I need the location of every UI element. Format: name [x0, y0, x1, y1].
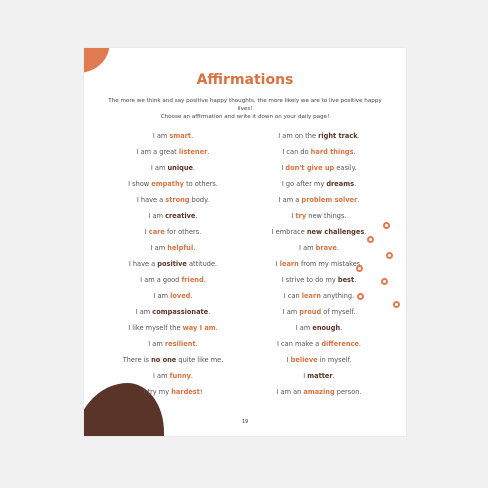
- affirmation-line: [244, 128, 394, 144]
- affirmation-text: I have a: [136, 196, 166, 204]
- affirmation-keyword: don't give up: [285, 164, 335, 172]
- affirmation-text: I am: [148, 212, 166, 220]
- affirmation-text: of myself.: [321, 308, 356, 316]
- affirmation-line: [244, 192, 394, 208]
- affirmation-text: I am: [153, 292, 171, 300]
- affirmation-line: [244, 320, 394, 336]
- affirmation-line: [244, 208, 394, 224]
- affirmation-text: .: [336, 244, 339, 252]
- intro-text: [106, 97, 384, 121]
- affirmation-text: .: [190, 292, 193, 300]
- affirmation-text: .: [195, 212, 198, 220]
- affirmation-line: [98, 288, 248, 304]
- affirmation-line: [98, 208, 248, 224]
- affirmation-text: I am: [295, 324, 313, 332]
- affirmation-text: I: [303, 372, 308, 380]
- affirmation-keyword: listener: [178, 148, 208, 156]
- affirmation-line: [244, 256, 394, 272]
- left-affirmation-column: [98, 128, 248, 400]
- affirmation-text: I am: [148, 340, 165, 348]
- affirmation-keyword: compassionate: [152, 308, 209, 316]
- affirmation-line: [244, 176, 394, 192]
- affirmation-keyword: amazing: [303, 388, 335, 396]
- affirmation-keyword: positive: [157, 260, 187, 268]
- affirmation-text: I am: [150, 244, 168, 252]
- affirmation-text: .: [207, 148, 210, 156]
- affirmation-text: .: [357, 132, 360, 140]
- affirmation-text: !: [199, 388, 203, 396]
- affirmation-text: I can make a: [276, 340, 322, 348]
- affirmation-line: [244, 272, 394, 288]
- affirmation-text: .: [193, 244, 196, 252]
- affirmation-keyword: dreams: [326, 180, 355, 188]
- affirmation-keyword: hard things: [310, 148, 354, 156]
- affirmation-keyword: best: [337, 276, 355, 284]
- affirmation-text: .: [208, 308, 211, 316]
- affirmation-keyword: way I am: [182, 324, 216, 332]
- affirmation-text: I am a great: [136, 148, 179, 156]
- affirmation-line: [98, 384, 248, 400]
- decorative-ring: [386, 252, 393, 259]
- affirmation-text: I can do: [282, 148, 311, 156]
- affirmation-text: I can: [283, 292, 302, 300]
- affirmation-line: [98, 352, 248, 368]
- right-affirmation-column: [244, 128, 394, 400]
- affirmation-line: [98, 224, 248, 240]
- page-number: 19: [241, 419, 249, 425]
- affirmation-keyword: enough: [312, 324, 341, 332]
- affirmation-text: I: [275, 260, 280, 268]
- affirmation-text: I am: [153, 372, 170, 380]
- affirmation-keyword: new challenges: [306, 228, 365, 236]
- affirmation-text: I am: [282, 308, 300, 316]
- decorative-ring: [356, 265, 363, 272]
- decorative-ring: [381, 278, 388, 285]
- affirmation-text: .: [190, 372, 193, 380]
- affirmation-keyword: matter: [307, 372, 333, 380]
- affirmation-text: new things.: [306, 212, 347, 220]
- affirmation-text: I am on the: [278, 132, 319, 140]
- affirmation-text: anything.: [320, 292, 355, 300]
- affirmation-line: [244, 288, 394, 304]
- affirmation-text: I: [281, 164, 286, 172]
- affirmation-keyword: creative: [165, 212, 196, 220]
- affirmation-text: .: [354, 180, 357, 188]
- affirmation-text: There is: [122, 356, 152, 364]
- affirmation-keyword: try: [295, 212, 307, 220]
- affirmation-text: I am a: [278, 196, 302, 204]
- affirmation-line: [98, 240, 248, 256]
- affirmation-keyword: learn: [279, 260, 299, 268]
- affirmation-line: [244, 144, 394, 160]
- affirmation-keyword: learn: [301, 292, 321, 300]
- affirmation-text: I: [291, 212, 296, 220]
- affirmation-keyword: helpful: [167, 244, 194, 252]
- affirmation-text: I like myself the: [128, 324, 183, 332]
- intro-line-2: Choose an affirmation and write it down on your daily page!: [160, 114, 330, 120]
- affirmation-line: [98, 160, 248, 176]
- affirmation-text: in myself.: [317, 356, 352, 364]
- affirmation-text: .: [353, 148, 356, 156]
- affirmation-line: [98, 128, 248, 144]
- affirmation-line: [98, 272, 248, 288]
- affirmation-line: [98, 256, 248, 272]
- affirmation-line: [98, 336, 248, 352]
- affirmation-keyword: smart: [169, 132, 192, 140]
- affirmation-text: person.: [334, 388, 362, 396]
- affirmation-keyword: brave: [315, 244, 337, 252]
- affirmation-line: [244, 336, 394, 352]
- decorative-ring: [393, 301, 400, 308]
- affirmation-text: easily.: [334, 164, 357, 172]
- affirmation-text: quite like me.: [176, 356, 224, 364]
- affirmation-text: body.: [189, 196, 210, 204]
- affirmation-line: [244, 384, 394, 400]
- affirmation-line: [244, 304, 394, 320]
- decorative-ring: [357, 293, 364, 300]
- affirmation-line: [98, 368, 248, 384]
- affirmation-keyword: empathy: [151, 180, 184, 188]
- affirmation-text: .: [364, 228, 367, 236]
- affirmation-keyword: resilient: [164, 340, 196, 348]
- affirmation-text: I try my: [143, 388, 172, 396]
- affirmation-line: [98, 320, 248, 336]
- affirmation-keyword: friend: [181, 276, 204, 284]
- affirmation-text: .: [195, 340, 198, 348]
- affirmation-text: I go after my: [281, 180, 327, 188]
- affirmation-text: I am a good: [140, 276, 182, 284]
- affirmation-keyword: difference: [321, 340, 359, 348]
- affirmation-text: I: [286, 356, 291, 364]
- affirmation-text: for others.: [164, 228, 202, 236]
- affirmation-text: to others.: [183, 180, 218, 188]
- affirmation-text: .: [191, 132, 194, 140]
- affirmation-keyword: believe: [290, 356, 318, 364]
- affirmation-text: I am: [135, 308, 153, 316]
- affirmation-text: .: [340, 324, 343, 332]
- affirmation-line: [98, 144, 248, 160]
- affirmation-text: .: [215, 324, 218, 332]
- affirmation-line: [98, 176, 248, 192]
- affirmation-keyword: care: [148, 228, 165, 236]
- affirmation-keyword: hardest: [171, 388, 200, 396]
- affirmation-text: I am: [152, 132, 170, 140]
- affirmation-keyword: loved: [170, 292, 191, 300]
- worksheet-page: [84, 48, 406, 436]
- affirmation-text: I: [144, 228, 149, 236]
- affirmation-keyword: proud: [299, 308, 322, 316]
- affirmation-keyword: strong: [165, 196, 190, 204]
- affirmation-text: .: [354, 276, 357, 284]
- intro-line-1: The more we think and say positive happy thoughts, the more likely we are to live positive happy lives!: [108, 98, 382, 112]
- affirmation-keyword: unique: [167, 164, 194, 172]
- affirmation-keyword: problem solver: [301, 196, 358, 204]
- affirmation-keyword: funny: [169, 372, 191, 380]
- affirmation-line: [244, 352, 394, 368]
- affirmation-text: .: [358, 340, 362, 348]
- affirmation-keyword: no one: [151, 356, 177, 364]
- affirmation-text: I am an: [276, 388, 304, 396]
- affirmation-text: I strive to do my: [281, 276, 338, 284]
- decorative-ring: [367, 236, 374, 243]
- affirmation-text: .: [203, 276, 206, 284]
- decorative-ring: [383, 222, 390, 229]
- affirmation-text: I am: [150, 164, 168, 172]
- affirmation-text: .: [193, 164, 196, 172]
- affirmation-line: [244, 368, 394, 384]
- affirmation-text: attitude.: [186, 260, 218, 268]
- affirmation-line: [98, 304, 248, 320]
- affirmation-line: [98, 192, 248, 208]
- affirmation-keyword: right track: [318, 132, 358, 140]
- affirmation-text: I have a: [128, 260, 158, 268]
- affirmation-text: .: [332, 372, 335, 380]
- page-title: Affirmations: [196, 72, 294, 88]
- affirmation-text: I embrace: [271, 228, 307, 236]
- affirmation-text: from my mistakes.: [298, 260, 363, 268]
- affirmation-text: .: [357, 196, 360, 204]
- affirmation-text: I am: [299, 244, 316, 252]
- affirmation-line: [244, 160, 394, 176]
- affirmation-text: I show: [128, 180, 152, 188]
